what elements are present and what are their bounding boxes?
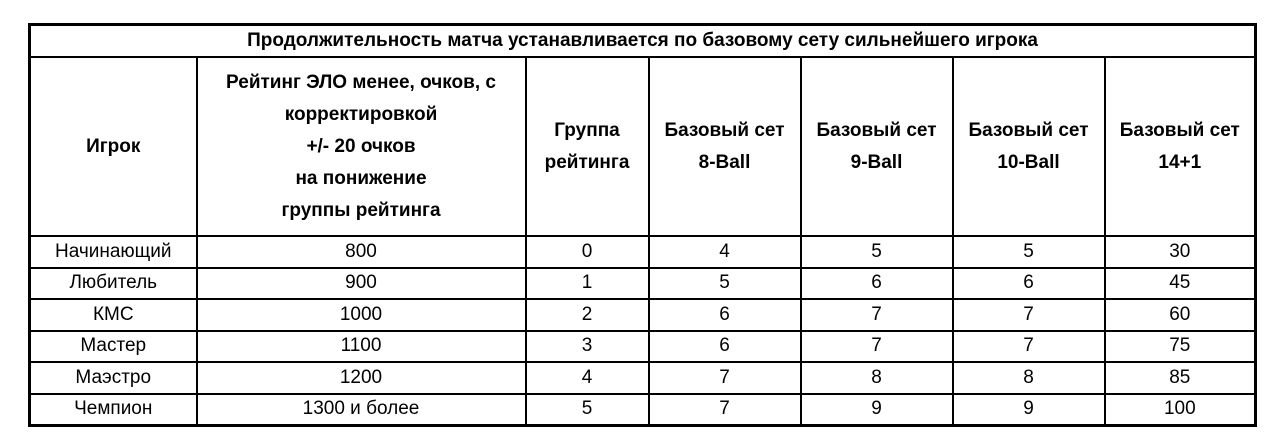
cell-group: 4 — [526, 362, 649, 393]
cell-set-9ball: 8 — [801, 362, 953, 393]
cell-rating: 1200 — [197, 362, 526, 393]
cell-set-9ball: 7 — [801, 331, 953, 362]
cell-player: Чемпион — [30, 394, 197, 426]
header-rating-line: +/- 20 очков — [306, 135, 416, 157]
cell-group: 0 — [526, 236, 649, 267]
table-row — [30, 236, 1256, 267]
header-rating-line: группы рейтинга — [281, 199, 441, 221]
header-player-label: Игрок — [86, 135, 141, 157]
header-set-line: 8-Ball — [698, 151, 751, 173]
header-set-9ball — [801, 57, 953, 236]
cell-set-14-1: 45 — [1105, 268, 1256, 299]
rating-table — [28, 23, 1257, 427]
cell-set-10ball: 8 — [953, 362, 1105, 393]
cell-set-8ball: 4 — [649, 236, 801, 267]
cell-set-14-1: 75 — [1105, 331, 1256, 362]
header-rating-line: Рейтинг ЭЛО менее, очков, с — [226, 71, 496, 93]
cell-rating: 800 — [197, 236, 526, 267]
cell-set-14-1: 100 — [1105, 394, 1256, 426]
header-row — [30, 57, 1256, 236]
cell-set-9ball: 6 — [801, 268, 953, 299]
cell-set-8ball: 7 — [649, 394, 801, 426]
cell-set-14-1: 85 — [1105, 362, 1256, 393]
header-rating-line: корректировкой — [284, 103, 438, 125]
cell-set-8ball: 7 — [649, 362, 801, 393]
cell-set-14-1: 60 — [1105, 299, 1256, 330]
cell-group: 5 — [526, 394, 649, 426]
header-set-line: Базовый сет — [664, 119, 785, 141]
cell-player: Мастер — [30, 331, 197, 362]
header-set-line: 10-Ball — [997, 151, 1060, 173]
cell-rating: 1300 и более — [197, 394, 526, 426]
table-row — [30, 394, 1256, 426]
cell-rating: 1000 — [197, 299, 526, 330]
header-set-14-1 — [1105, 57, 1256, 236]
cell-group: 3 — [526, 331, 649, 362]
cell-set-8ball: 5 — [649, 268, 801, 299]
cell-set-8ball: 6 — [649, 331, 801, 362]
header-set-line: Базовый сет — [816, 119, 937, 141]
table-row — [30, 299, 1256, 330]
cell-group: 2 — [526, 299, 649, 330]
header-group — [526, 57, 649, 236]
cell-set-8ball: 6 — [649, 299, 801, 330]
cell-set-9ball: 7 — [801, 299, 953, 330]
table-title: Продолжительность матча устанавливается по базовому сету сильнейшего игрока — [30, 25, 1256, 58]
cell-set-9ball: 5 — [801, 236, 953, 267]
header-group-line: рейтинга — [544, 151, 630, 173]
title-row — [30, 25, 1256, 58]
cell-set-10ball: 7 — [953, 331, 1105, 362]
header-set-10ball — [953, 57, 1105, 236]
cell-group: 1 — [526, 268, 649, 299]
header-group-line: Группа — [554, 119, 620, 141]
header-set-8ball — [649, 57, 801, 236]
header-set-line: 9-Ball — [850, 151, 903, 173]
cell-set-10ball: 5 — [953, 236, 1105, 267]
table-row — [30, 331, 1256, 362]
cell-set-10ball: 7 — [953, 299, 1105, 330]
cell-rating: 1100 — [197, 331, 526, 362]
table-row — [30, 362, 1256, 393]
cell-player: КМС — [30, 299, 197, 330]
cell-rating: 900 — [197, 268, 526, 299]
cell-set-10ball: 6 — [953, 268, 1105, 299]
header-set-line: 14+1 — [1158, 151, 1202, 173]
header-rating-line: на понижение — [295, 167, 427, 189]
header-player — [30, 57, 197, 236]
header-rating — [197, 57, 526, 236]
cell-player: Начинающий — [30, 236, 197, 267]
table-row — [30, 268, 1256, 299]
cell-set-14-1: 30 — [1105, 236, 1256, 267]
header-set-line: Базовый сет — [1119, 119, 1240, 141]
cell-set-9ball: 9 — [801, 394, 953, 426]
cell-player: Любитель — [30, 268, 197, 299]
header-set-line: Базовый сет — [968, 119, 1089, 141]
cell-set-10ball: 9 — [953, 394, 1105, 426]
cell-player: Маэстро — [30, 362, 197, 393]
